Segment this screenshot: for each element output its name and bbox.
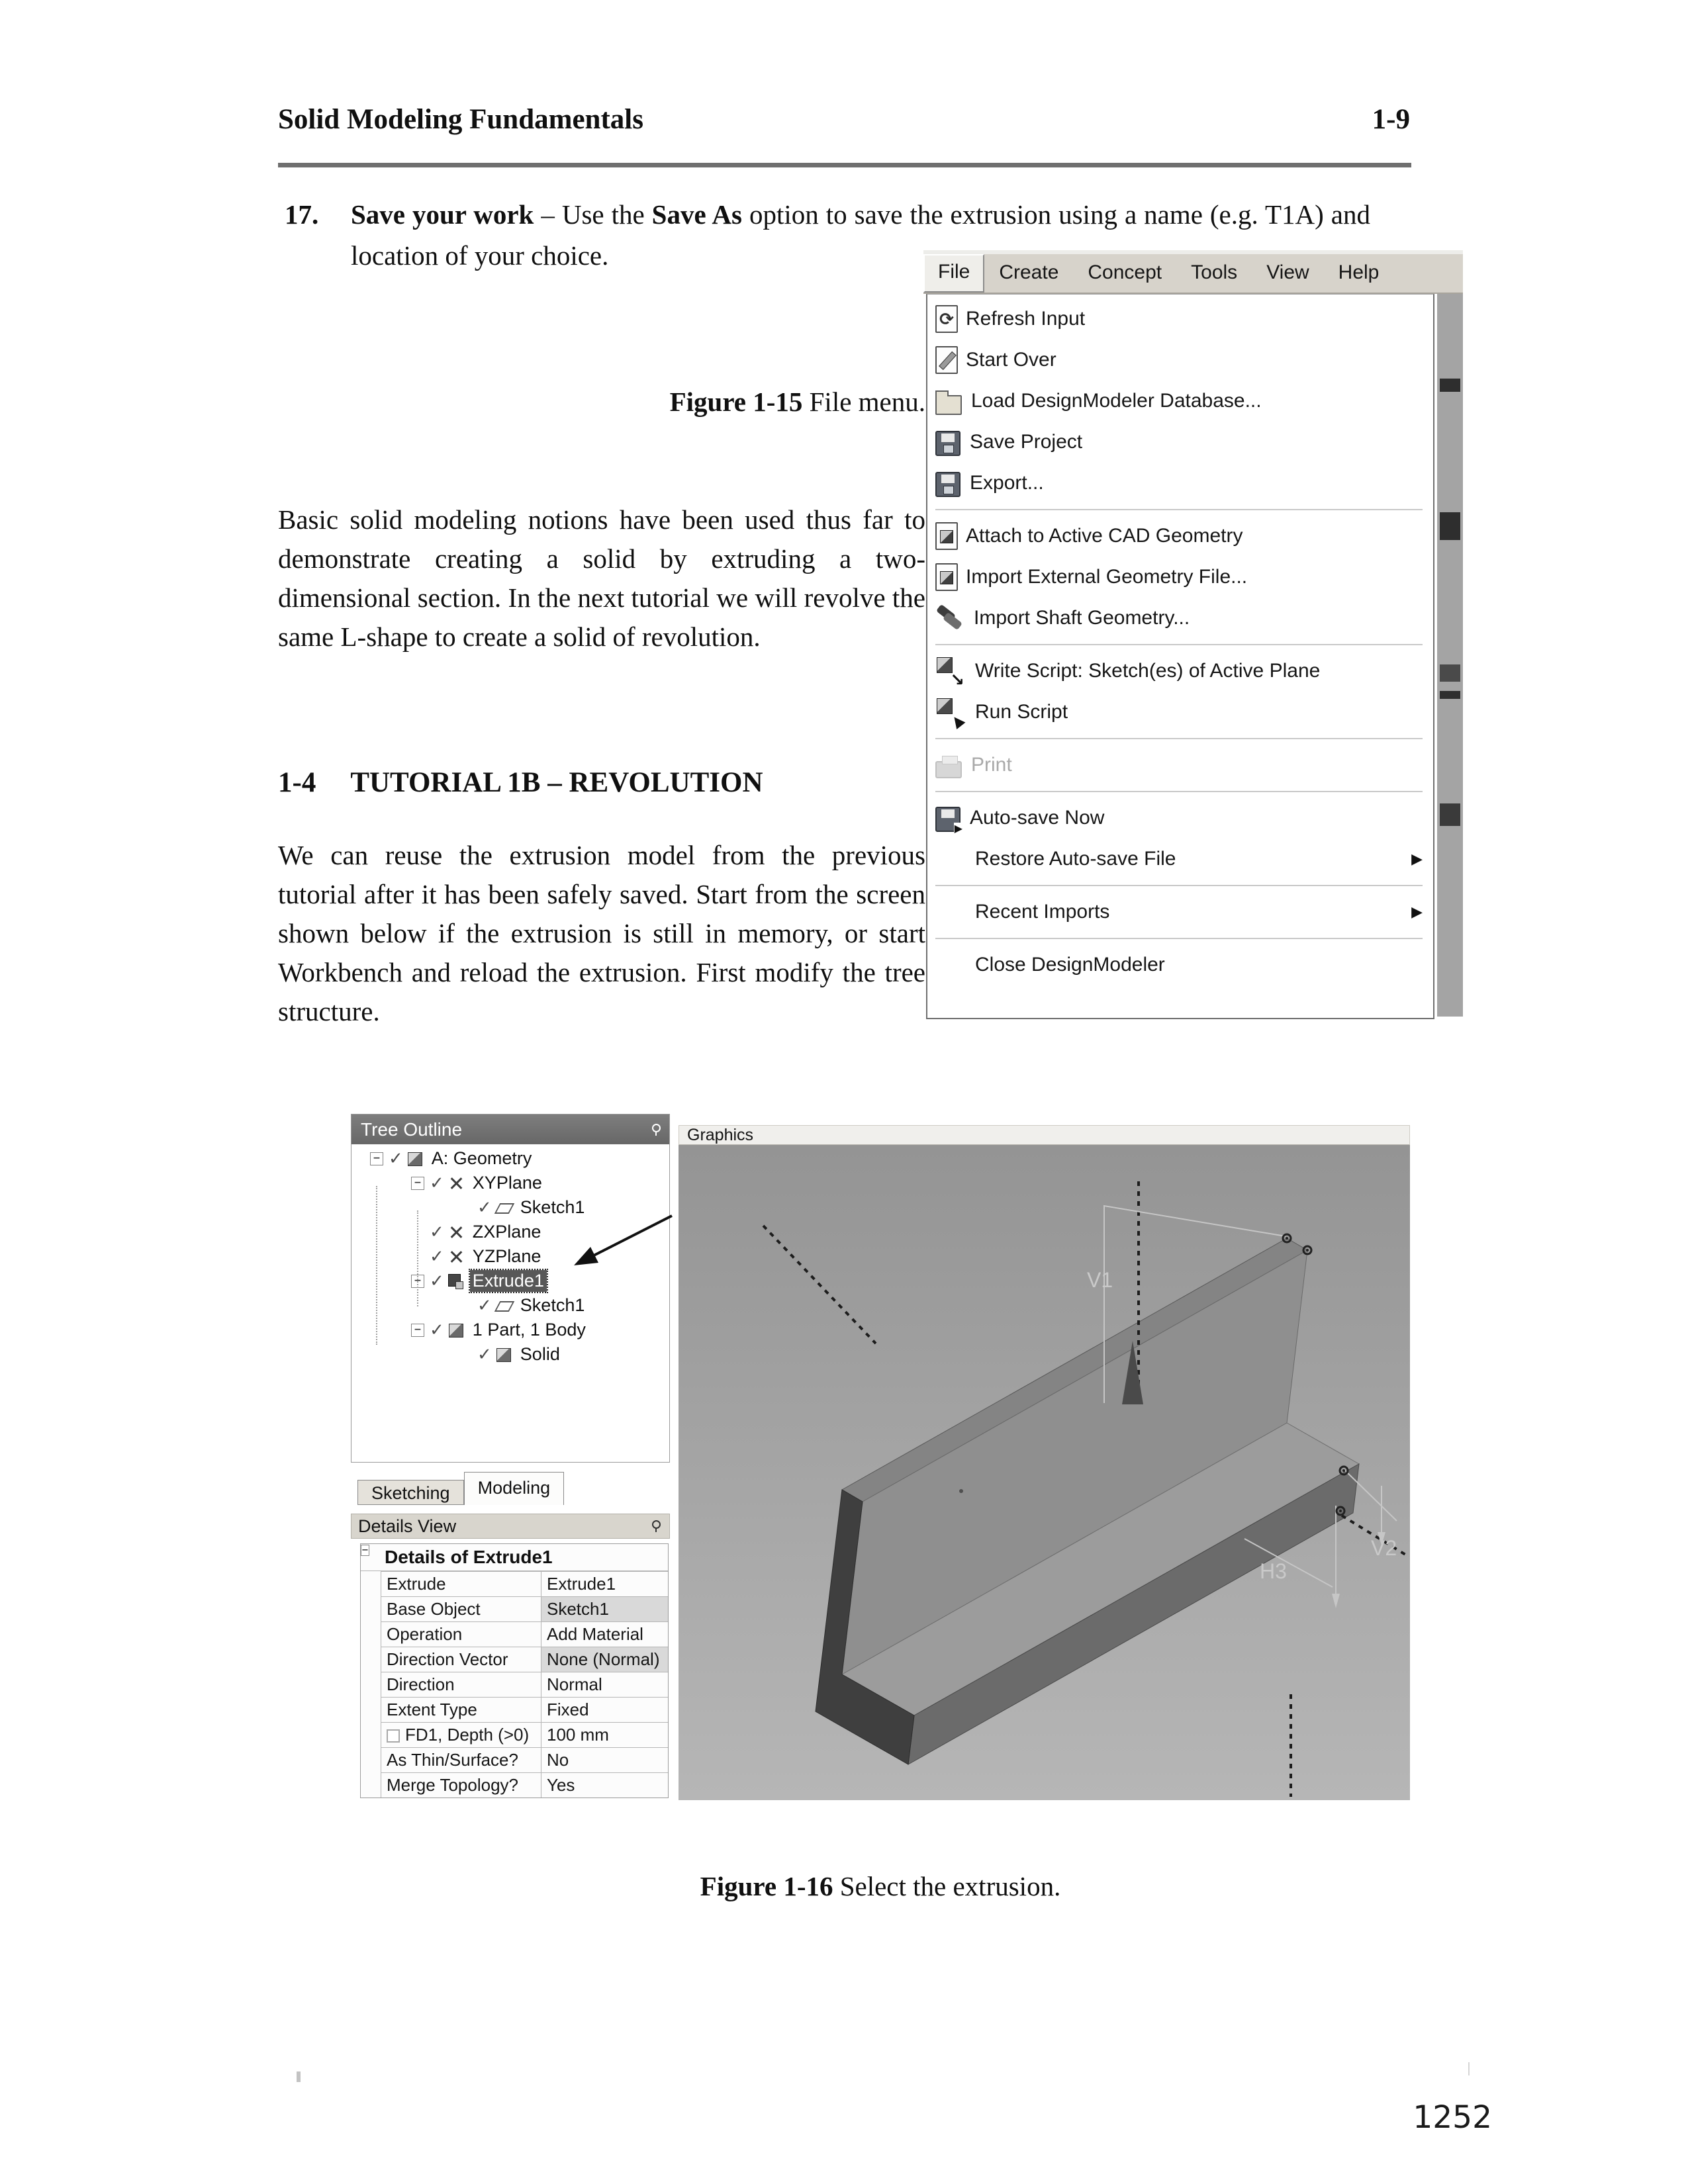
details-property-value[interactable]: 100 mm [541, 1722, 668, 1747]
step-bold-lead: Save your work [351, 199, 534, 230]
details-property-value[interactable]: Fixed [541, 1697, 668, 1722]
menubar-item[interactable]: Create [999, 261, 1059, 283]
mode-tab[interactable]: Sketching [357, 1480, 464, 1505]
figure-1-16-caption: Figure 1-16 Select the extrusion. [700, 1871, 1061, 1901]
check-icon: ✓ [477, 1197, 492, 1218]
background-window-edge [1437, 294, 1463, 1017]
part-icon [447, 1322, 465, 1339]
menu-item[interactable]: Import External Geometry File... [927, 557, 1433, 598]
tree-item[interactable] [352, 1318, 669, 1342]
tree-item-label: YZPlane [472, 1246, 541, 1266]
details-table [360, 1543, 669, 1798]
details-row [361, 1571, 668, 1596]
import-geometry-icon [935, 563, 958, 591]
plane-icon [447, 1175, 465, 1192]
tree-connector [417, 1210, 418, 1306]
header-rule [278, 163, 1411, 167]
details-row [361, 1672, 668, 1697]
tree-item-label: Sketch1 [520, 1197, 585, 1217]
check-icon: ✓ [430, 1173, 444, 1193]
tree-item-label: Sketch1 [520, 1295, 585, 1315]
check-icon: ✓ [430, 1246, 444, 1267]
refresh-input-icon [935, 305, 958, 333]
tree-item-label: XYPlane [472, 1173, 542, 1193]
check-icon: ✓ [389, 1148, 403, 1169]
menu-separator [935, 644, 1423, 645]
cad-geometry-icon [935, 522, 958, 550]
expand-box[interactable]: − [370, 1152, 383, 1165]
graphics-panel [679, 1125, 1410, 1800]
menu-separator [935, 738, 1423, 739]
menu-item[interactable]: Load DesignModeler Database... [927, 381, 1433, 422]
details-row [361, 1621, 668, 1647]
export-floppy-icon [935, 472, 961, 497]
details-property-value[interactable]: Normal [541, 1672, 668, 1697]
expand-box[interactable]: − [411, 1324, 424, 1337]
check-icon: ✓ [430, 1271, 444, 1291]
pin-icon[interactable] [651, 1520, 661, 1532]
details-property-value[interactable]: Yes [541, 1772, 668, 1797]
mode-tab[interactable]: Modeling [464, 1472, 565, 1505]
expand-box[interactable]: − [411, 1275, 424, 1288]
tree-item[interactable] [352, 1293, 669, 1318]
menu-separator [935, 885, 1423, 886]
menubar-item[interactable]: Help [1338, 261, 1380, 283]
expand-box[interactable]: − [411, 1177, 424, 1190]
menubar-item[interactable]: Tools [1191, 261, 1238, 283]
details-property-label: Base Object [381, 1596, 541, 1621]
details-property-label: Direction [381, 1672, 541, 1697]
mode-tabs [357, 1469, 564, 1505]
tree-item[interactable] [352, 1171, 669, 1195]
menu-item[interactable]: Recent Imports ▶ [927, 891, 1433, 933]
menubar-item[interactable]: View [1266, 261, 1309, 283]
sketch-icon [495, 1199, 512, 1216]
step-text: – Use the [534, 199, 652, 230]
details-row [361, 1697, 668, 1722]
menubar-item[interactable]: File [923, 254, 984, 293]
details-property-label: As Thin/Surface? [381, 1747, 541, 1772]
menu-item[interactable]: Print [927, 745, 1433, 786]
tree-item-label: 1 Part, 1 Body [472, 1320, 586, 1340]
details-view-header: Details View [351, 1514, 670, 1539]
check-icon: ✓ [477, 1295, 492, 1316]
check-icon: ✓ [430, 1320, 444, 1340]
tree-connector [376, 1186, 377, 1345]
start-over-icon [935, 346, 958, 374]
menu-item[interactable]: Close DesignModeler [927, 944, 1433, 985]
graphics-viewport[interactable] [679, 1145, 1410, 1800]
details-property-value[interactable]: None (Normal) [541, 1647, 668, 1672]
run-script-icon [935, 697, 966, 727]
shaft-icon [935, 604, 964, 633]
menu-item[interactable]: ⟳ Refresh Input [927, 298, 1433, 340]
sketch-icon [495, 1297, 512, 1314]
plane-icon [447, 1248, 465, 1265]
tree-item[interactable] [352, 1269, 669, 1293]
plane-icon [447, 1224, 465, 1241]
details-property-label: Operation [381, 1621, 541, 1647]
menu-item[interactable]: Import Shaft Geometry... [927, 598, 1433, 639]
file-menu-dropdown [926, 294, 1434, 1019]
paragraph-2: We can reuse the extrusion model from the previous tutorial after it has been safely saved. Start from the screen shown below if the extrusion is still in memory, or start Workbench and reload the extrusion. First modify the tree structure. [278, 840, 925, 1026]
solid-icon [495, 1346, 512, 1363]
menu-item[interactable]: Start Over [927, 340, 1433, 381]
details-property-value[interactable]: Extrude1 [541, 1571, 668, 1596]
menu-item[interactable]: ▶ Auto-save Now [927, 797, 1433, 839]
pin-icon[interactable] [651, 1124, 661, 1136]
menu-separator [935, 509, 1423, 510]
tree-item[interactable] [352, 1195, 669, 1220]
tree-item[interactable] [352, 1146, 669, 1171]
figure-1-15-caption: Figure 1-15 File menu. [669, 387, 925, 417]
extrude-icon [447, 1273, 465, 1290]
tree-item-label: A: Geometry [431, 1148, 532, 1168]
details-property-label: FD1, Depth (>0) [381, 1722, 541, 1747]
details-row [361, 1722, 668, 1747]
details-row [361, 1747, 668, 1772]
menu-item[interactable]: Export... [927, 463, 1433, 504]
dimension-label-h3: H3 [1260, 1559, 1287, 1583]
tree-item-label: Solid [520, 1344, 560, 1364]
step-number: 17. [285, 199, 319, 230]
collapse-box[interactable]: − [361, 1545, 369, 1555]
details-property-label: Extrude [381, 1571, 541, 1596]
paragraph-1: Basic solid modeling notions have been used thus far to demonstrate creating a solid by extruding a two-dimensional section. In the next tutorial we will revolve the same L-shape to create a solid of revolution. [278, 504, 925, 652]
step-bold-mid: Save As [651, 199, 742, 230]
menu-item[interactable]: Attach to Active CAD Geometry [927, 516, 1433, 557]
tree-item[interactable] [352, 1342, 669, 1367]
details-property-label: Extent Type [381, 1697, 541, 1722]
details-row [361, 1647, 668, 1672]
tree-item[interactable] [352, 1244, 669, 1269]
submenu-arrow-icon: ▶ [1411, 903, 1423, 921]
autosave-icon [935, 807, 961, 832]
workbench-screenshot [351, 1099, 1410, 1800]
details-property-value[interactable]: Add Material [541, 1621, 668, 1647]
check-icon: ✓ [477, 1344, 492, 1365]
tree-outline-panel [351, 1114, 670, 1463]
menu-item-icon [935, 950, 966, 980]
tree-item-label: Extrude1 [470, 1270, 547, 1292]
menu-item-icon [935, 897, 966, 927]
menubar [923, 254, 1463, 294]
document-title: Solid Modeling Fundamentals [278, 104, 643, 135]
menu-separator [935, 791, 1423, 792]
details-row [361, 1596, 668, 1621]
file-menu-screenshot [923, 250, 1463, 1021]
submenu-arrow-icon: ▶ [1411, 850, 1423, 868]
graphics-header: Graphics [679, 1125, 1410, 1145]
print-icon [935, 761, 962, 778]
menubar-item[interactable]: Concept [1088, 261, 1162, 283]
page-footer-number: 1252 [1413, 2099, 1492, 2136]
scan-artifact [1468, 2062, 1470, 2075]
menu-separator [935, 938, 1423, 939]
tree-item[interactable] [352, 1220, 669, 1244]
details-row [361, 1772, 668, 1797]
details-property-label: Direction Vector [381, 1647, 541, 1672]
menu-item[interactable]: ↘ Write Script: Sketch(es) of Active Plane [927, 651, 1433, 692]
folder-open-icon [935, 395, 962, 415]
menu-item[interactable]: Save Project [927, 422, 1433, 463]
check-icon: ✓ [430, 1222, 444, 1242]
write-script-icon [935, 656, 966, 686]
dimension-label-v1: V1 [1087, 1268, 1113, 1292]
section-heading: 1-4 TUTORIAL 1B – REVOLUTION [278, 767, 763, 798]
menu-item[interactable]: Restore Auto-save File ▶ [927, 839, 1433, 880]
tree-outline [352, 1146, 669, 1367]
scan-artifact [297, 2071, 301, 2082]
checkbox[interactable] [387, 1729, 400, 1743]
menu-item[interactable]: ▲ Run Script [927, 692, 1433, 733]
details-property-value[interactable]: No [541, 1747, 668, 1772]
geometry-icon [406, 1150, 424, 1167]
details-property-value[interactable]: Sketch1 [541, 1596, 668, 1621]
save-floppy-icon [935, 431, 961, 456]
tree-outline-header: Tree Outline [352, 1115, 669, 1144]
l-shape-model [679, 1145, 1410, 1800]
details-group-header[interactable]: − Details of Extrude1 [361, 1544, 668, 1571]
menu-item-icon [935, 844, 966, 874]
tree-item-label: ZXPlane [472, 1222, 541, 1242]
step-text-rest: option to save the extrusion using a name (e.g. T1A) and location of your choice. [351, 199, 1370, 271]
page-header-number: 1-9 [1372, 104, 1410, 135]
details-property-label: Merge Topology? [381, 1772, 541, 1797]
dimension-label-v2: V2 [1371, 1536, 1397, 1560]
